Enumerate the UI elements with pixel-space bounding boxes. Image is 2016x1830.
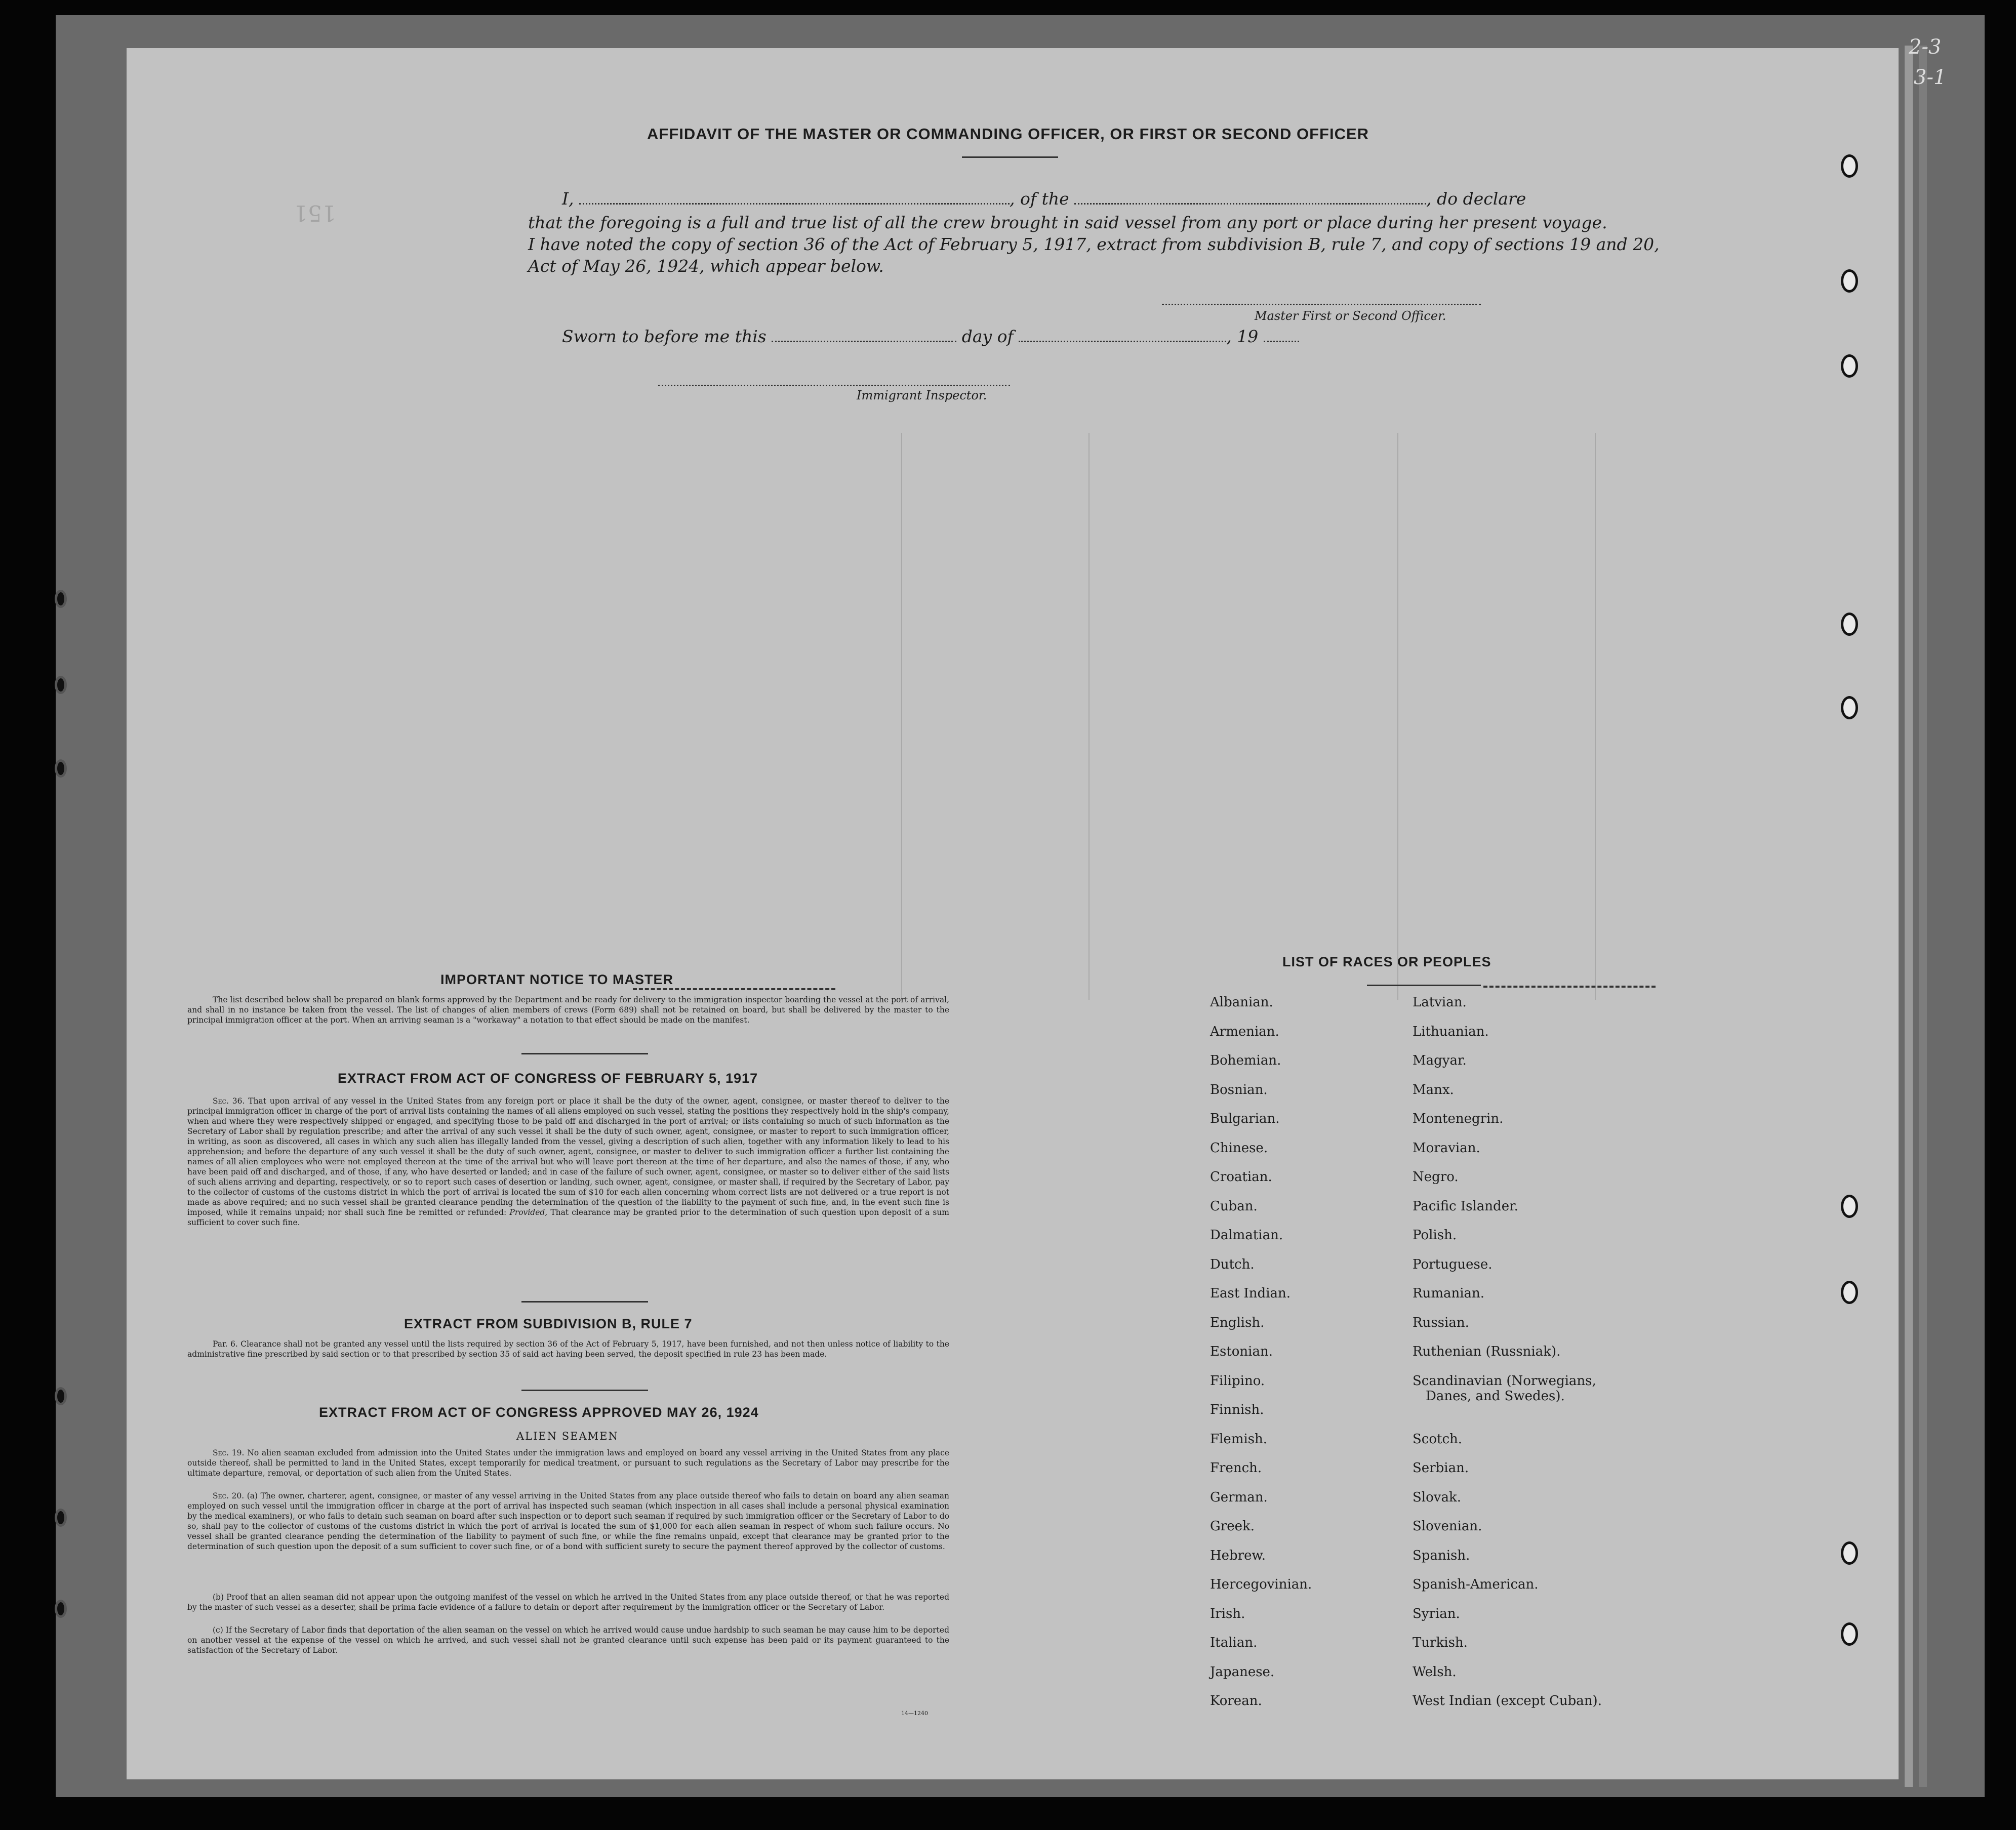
race-item: Greek.: [1210, 1519, 1255, 1534]
affidavit-line-4: Act of May 26, 1924, which appear below.: [528, 256, 884, 276]
master-signature-label: Master First or Second Officer.: [1255, 309, 1446, 323]
alien-seamen-subtitle: ALIEN SEAMEN: [516, 1430, 619, 1442]
affidavit-line-3: I have noted the copy of section 36 of the Act of February 5, 1917, extract from subdivision B, rule 7, and copy of sections 19 and 20,: [528, 234, 1660, 254]
sec-20a-text: (a) The owner, charterer, agent, consignee, or master of any vessel arriving in the United States from any place outside thereof who fails to detain on board any alien seaman employed on such vessel until the immigration officer in charge at the port of arrival has inspected such seaman (which inspection in all cases shall include a personal physical examination by the medical examiners), or who fails to detain such seaman on board after such inspection or to deport such seaman if required by such immigration officer or the Secretary of Labor to do so, shall pay to the collector of customs of the customs district in which the port of arrival is located the sum of $1,000 for each alien seaman in respect of whom such failure occurs. No vessel shall be granted clearance pending the determination of the liability to payment of such fine, or while the fine remains unpaid, except that clearance may be granted prior to the determination of such question upon the deposit of a sum sufficient to cover such fine, or of a bond with sufficient surety to secure the payment thereof approved by the collector of customs.: [187, 1491, 950, 1551]
races-left-column: [1210, 995, 1312, 1723]
races-title-rule: [1367, 985, 1481, 986]
races-title: LIST OF RACES OR PEOPLES: [1282, 954, 1491, 969]
sec-19-label: Sec. 19.: [213, 1448, 245, 1457]
notice-body: The list described below shall be prepared on blank forms approved by the Department and be ready for delivery to the immigration inspector boarding the vessel at the port of arrival, and shall in no instance be taken from the vessel. The list of changes of alien members of crews (Form 689) shall not be retained on board, but shall be delivered by the master to the principal immigration officer at the port. When an arriving seaman is a "workaway" a notation to that effect should be made on the manifest.: [187, 995, 949, 1025]
extract-1917-title: EXTRACT FROM ACT OF CONGRESS OF FEBRUARY 5, 1917: [338, 1071, 758, 1086]
punch-hole: [1841, 1281, 1858, 1304]
race-item: Rumanian.: [1413, 1286, 1485, 1301]
race-item: Italian.: [1210, 1635, 1258, 1650]
punch-hole: [1841, 613, 1858, 636]
race-item: Hebrew.: [1210, 1548, 1266, 1563]
affidavit-line-1: [562, 189, 1526, 209]
binding-hole: [55, 590, 67, 608]
master-signature-line[interactable]: [1162, 304, 1481, 305]
race-item-continuation: Danes, and Swedes).: [1426, 1388, 1565, 1404]
affidavit-title: AFFIDAVIT OF THE MASTER OR COMMANDING OFFICER, OR FIRST OR SECOND OFFICER: [647, 125, 1369, 143]
race-item: Russian.: [1413, 1315, 1469, 1330]
race-item: English.: [1210, 1315, 1265, 1330]
section-rule: [521, 1390, 648, 1391]
section-rule: [521, 1301, 648, 1303]
race-item: Moravian.: [1413, 1140, 1480, 1156]
race-item: French.: [1210, 1460, 1262, 1476]
race-item: Finnish.: [1210, 1402, 1264, 1417]
notice-title: IMPORTANT NOTICE TO MASTER: [440, 972, 673, 987]
race-item: Croatian.: [1210, 1169, 1272, 1185]
race-item: Manx.: [1413, 1082, 1454, 1097]
do-declare-label: , do declare: [1426, 189, 1526, 209]
race-item: Dutch.: [1210, 1256, 1255, 1272]
i-label: I,: [562, 189, 574, 209]
extract-1917-body: [187, 1096, 949, 1228]
race-item: German.: [1210, 1489, 1268, 1505]
sec-20b-body: (b) Proof that an alien seaman did not appear upon the outgoing manifest of the vessel on which he arrived in the United States from any place outside thereof, or that he was reported by the master of such vessel as a deserter, shall be prima facie evidence of a failure to detain or deport after requirement by the immigration officer or the Secretary of Labor.: [187, 1593, 949, 1612]
page-edge-right: [1905, 46, 1913, 1787]
race-item: Serbian.: [1413, 1460, 1469, 1476]
bleed-through-line: [1595, 433, 1596, 1000]
sworn-month-field[interactable]: [1019, 339, 1226, 342]
sec-20c-body: (c) If the Secretary of Labor finds that deportation of the alien seaman on the vessel on which he arrived would cause undue hardship to such seaman he may cause him to be deported on another vessel at the expense of the vessel on which he arrived, and such vessel shall not be granted clearance until such expense has been paid or its payment guaranteed to the satisfaction of the Secretary of Labor.: [187, 1625, 949, 1655]
sec-19-text: No alien seaman excluded from admission into the United States under the immigration laws and employed on board any vessel arriving in the United States from any place outside thereof, shall be permitted to land in the United States, except temporarily for medical treatment, or pursuant to such regulations as the Secretary of Labor may prescribe for the ultimate departure, removal, or deportation of such alien from the United States.: [187, 1448, 949, 1478]
sec-36-end: That clearance may be granted prior to the determination of such question upon deposit of a sum sufficient to cover such fine.: [187, 1208, 949, 1227]
day-of-label: day of: [961, 327, 1014, 346]
section-rule: [521, 1053, 648, 1054]
sec-36-text: That upon arrival of any vessel in the United States from any foreign port or place it shall be the duty of the owner, agent, consignee, or master thereof to deliver to the principal immigration officer in charge of the port of arrival lists containing the names of all aliens employed on such vessel, stating the positions they respectively hold in the ship's company, when and where they were respectively shipped or engaged, and specifying those to be paid off and discharged in the port of arrival; or lists containing so much of such information as the Secretary of Labor shall by regulation prescribe; and after the arrival of any such vessel it shall be the duty of such owner, agent, consignee, or master to report to such immigration officer, in writing, as soon as discovered, all cases in which any such alien has illegally landed from the vessel, giving a description of such alien, together with any information likely to lead to his apprehension; and before the departure of any such vessel it shall be the duty of such owner, agent, consignee, or master to deliver to such immigration officer a further list containing the names of all alien employees who were not employed thereon at the time of the arrival but who will leave port thereon at the time of her departure, and also the names of those, if any, who have been paid off and discharged, and of those, if any, who have deserted or landed; and in case of the failure of such owner, agent, consignee, or master so to deliver either of the said lists of such aliens arriving and departing, respectively, or so to report such cases of desertion or landing, such owner, agent, consignee, or master shall, if required by the Secretary of Labor, pay to the collector of customs of the customs district in which the port of arrival is located the sum of $10 for each alien concerning whom correct lists are not delivered or a true report is not made as above required; and no such vessel shall be granted clearance pending the determination of the question of the liability to the payment of such fine, and, in the event such fine is imposed, while it remains unpaid; nor shall such fine be remitted or refunded:: [187, 1096, 950, 1217]
punch-hole: [1841, 1622, 1858, 1646]
sec-19-body: [187, 1448, 949, 1478]
race-item: Spanish-American.: [1413, 1577, 1539, 1592]
manifest-page: [127, 48, 1899, 1779]
race-item: Pacific Islander.: [1413, 1198, 1518, 1214]
sworn-year-field[interactable]: [1264, 339, 1299, 342]
binding-hole: [55, 676, 67, 694]
race-item: Flemish.: [1210, 1431, 1268, 1447]
year-label: , 19: [1226, 327, 1259, 346]
race-item: Bosnian.: [1210, 1082, 1268, 1097]
race-item: Scotch.: [1413, 1431, 1463, 1447]
race-item: Lithuanian.: [1413, 1024, 1489, 1039]
affidavit-line-2: that the foregoing is a full and true list of all the crew brought in said vessel from any port or place during her present voyage.: [528, 213, 1607, 232]
inspector-signature-line[interactable]: [658, 385, 1010, 386]
binding-hole: [55, 1600, 67, 1618]
form-number: 14—1240: [901, 1710, 928, 1717]
punch-hole: [1841, 696, 1858, 719]
race-item: Polish.: [1413, 1228, 1457, 1243]
race-item: Scandinavian (Norwegians,: [1413, 1373, 1596, 1389]
sec-20-label: Sec. 20.: [213, 1491, 245, 1500]
vessel-field[interactable]: [1074, 201, 1426, 205]
punch-hole: [1841, 1195, 1858, 1218]
sworn-day-field[interactable]: [772, 339, 956, 342]
race-item: Armenian.: [1210, 1024, 1279, 1039]
race-item: Estonian.: [1210, 1344, 1273, 1359]
race-item: Irish.: [1210, 1606, 1245, 1621]
bleed-through-line: [901, 433, 902, 1000]
races-dashed-rule: [1483, 986, 1656, 988]
punch-hole: [1841, 154, 1858, 178]
of-the-label: , of the: [1010, 189, 1069, 209]
race-item: East Indian.: [1210, 1286, 1291, 1301]
page-number-mark: 151: [294, 200, 336, 226]
race-item: Korean.: [1210, 1693, 1262, 1709]
race-item: Dalmatian.: [1210, 1228, 1283, 1243]
race-item: Hercegovinian.: [1210, 1577, 1312, 1592]
punch-hole: [1841, 269, 1858, 293]
bleed-through-line: [1088, 433, 1090, 1000]
race-item: Chinese.: [1210, 1140, 1268, 1156]
notice-title-rule: [633, 988, 835, 990]
punch-hole: [1841, 354, 1858, 378]
race-item: Albanian.: [1210, 995, 1273, 1010]
sworn-line: [562, 327, 1299, 346]
race-item: Cuban.: [1210, 1198, 1258, 1214]
race-item: Spanish.: [1413, 1548, 1470, 1563]
races-right-column: [1413, 995, 1602, 1723]
name-field[interactable]: [579, 201, 1010, 205]
margin-note-2: 3-1: [1914, 66, 1947, 89]
race-item: Filipino.: [1210, 1373, 1265, 1389]
race-item: Magyar.: [1413, 1053, 1467, 1068]
extract-1924-title: EXTRACT FROM ACT OF CONGRESS APPROVED MAY 26, 1924: [319, 1405, 759, 1420]
sec-36-label: Sec. 36.: [213, 1096, 245, 1106]
title-rule: [962, 156, 1058, 158]
race-item: Turkish.: [1413, 1635, 1468, 1650]
inspector-signature-label: Immigrant Inspector.: [857, 388, 987, 402]
race-item: Latvian.: [1413, 995, 1467, 1010]
race-item: Montenegrin.: [1413, 1111, 1504, 1126]
race-item: Syrian.: [1413, 1606, 1460, 1621]
race-item: Japanese.: [1210, 1664, 1275, 1680]
race-item: West Indian (except Cuban).: [1413, 1693, 1602, 1709]
race-item: Slovenian.: [1413, 1519, 1482, 1534]
race-item: Bohemian.: [1210, 1053, 1281, 1068]
race-item: Negro.: [1413, 1169, 1459, 1185]
extract-rule7-title: EXTRACT FROM SUBDIVISION B, RULE 7: [404, 1316, 693, 1331]
provided-label: Provided,: [509, 1208, 548, 1217]
bleed-through-line: [1397, 433, 1398, 1000]
race-item: Bulgarian.: [1210, 1111, 1280, 1126]
binding-hole: [55, 1387, 67, 1405]
race-item: Slovak.: [1413, 1489, 1461, 1505]
sworn-label: Sworn to before me this: [562, 327, 767, 346]
sec-20a-body: [187, 1491, 949, 1552]
punch-hole: [1841, 1541, 1858, 1565]
race-item: Portuguese.: [1413, 1256, 1493, 1272]
extract-rule7-body: Par. 6. Clearance shall not be granted any vessel until the lists required by section 36 of the Act of February 5, 1917, have been furnished, and not then unless notice of liability to the administrative fine prescribed by said section or to that prescribed by section 35 of said act having been served, the deposit specified in rule 23 has been made.: [187, 1339, 949, 1359]
page-edge-right-2: [1919, 46, 1927, 1787]
binding-hole: [55, 1509, 67, 1527]
binding-hole: [55, 759, 67, 778]
margin-note-1: 2-3: [1909, 35, 1942, 59]
race-item: Welsh.: [1413, 1664, 1457, 1680]
race-item: Ruthenian (Russniak).: [1413, 1344, 1561, 1359]
